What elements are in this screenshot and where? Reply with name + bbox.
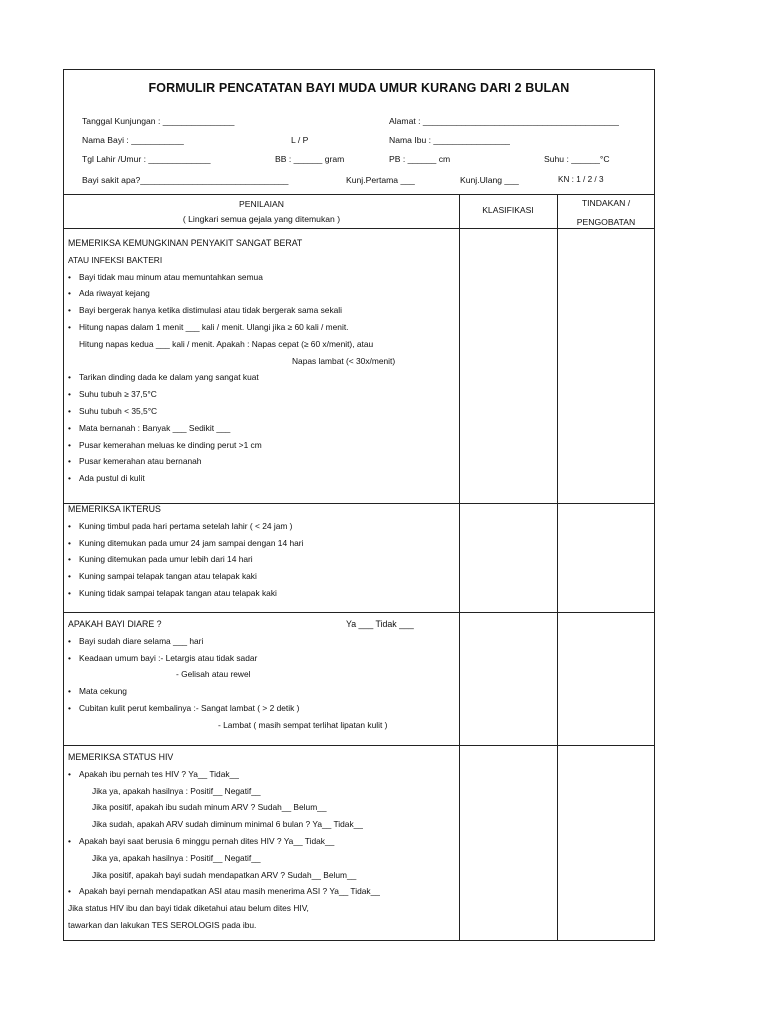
assessment-item[interactable]: • Mata cekung xyxy=(79,686,127,696)
penilaian-sublabel: ( Lingkari semua gejala yang ditemukan ) xyxy=(182,214,341,224)
kn-field[interactable]: KN : 1 / 2 / 3 xyxy=(558,175,604,184)
assessment-item[interactable]: Napas lambat (< 30x/menit) xyxy=(292,355,396,366)
assessment-item[interactable]: - Lambat ( masih sempat terlihat lipatan kulit ) xyxy=(218,719,388,730)
assessment-item[interactable]: • Kuning ditemukan pada umur lebih dari 14 hari xyxy=(79,554,253,564)
form-container xyxy=(63,69,655,941)
assessment-item[interactable]: • Pusar kemerahan meluas ke dinding perut >1 cm xyxy=(79,440,262,450)
column-divider-2 xyxy=(557,194,558,940)
assessment-item[interactable]: • Suhu tubuh ≥ 37,5°C xyxy=(79,389,157,399)
section-title: APAKAH BAYI DIARE ? xyxy=(68,619,162,629)
form-title: FORMULIR PENCATATAN BAYI MUDA UMUR KURANG DARI 2 BULAN xyxy=(148,81,570,95)
assessment-item[interactable]: Jika ya, apakah hasilnya : Positif__ Negatif__ xyxy=(92,852,261,863)
assessment-item[interactable]: • Suhu tubuh < 35,5°C xyxy=(79,406,157,416)
assessment-item[interactable]: • Apakah bayi saat berusia 6 minggu pernah dites HIV ? Ya__ Tidak__ xyxy=(79,836,334,846)
suhu-field[interactable]: Suhu : ______°C xyxy=(544,154,610,164)
assessment-item[interactable]: • Hitung napas dalam 1 menit ___ kali / menit. Ulangi jika ≥ 60 kali / menit. xyxy=(79,322,348,332)
diare-answer-field[interactable]: Ya ___ Tidak ___ xyxy=(346,619,414,629)
klasifikasi-header: KLASIFIKASI xyxy=(482,205,534,215)
nama-ibu-field[interactable]: Nama Ibu : ________________ xyxy=(389,135,510,145)
assessment-item[interactable]: • Ada pustul di kulit xyxy=(79,473,145,483)
column-divider-1 xyxy=(459,194,460,940)
bb-field[interactable]: BB : ______ gram xyxy=(275,154,345,164)
kunj-pertama-field[interactable]: Kunj.Pertama ___ xyxy=(346,175,415,185)
section-title: MEMERIKSA IKTERUS xyxy=(68,504,161,514)
assessment-item[interactable]: Jika ya, apakah hasilnya : Positif__ Negatif__ xyxy=(92,785,261,796)
assessment-item[interactable]: • Tarikan dinding dada ke dalam yang sangat kuat xyxy=(79,372,259,382)
tindakan-label-1: TINDAKAN / xyxy=(581,198,631,208)
assessment-item[interactable]: • Bayi tidak mau minum atau memuntahkan semua xyxy=(79,272,263,282)
assessment-item[interactable]: • Cubitan kulit perut kembalinya :- Sangat lambat ( > 2 detik ) xyxy=(79,703,299,713)
assessment-item[interactable]: Jika sudah, apakah ARV sudah diminum minimal 6 bulan ? Ya__ Tidak__ xyxy=(92,819,363,830)
assessment-item[interactable]: • Apakah ibu pernah tes HIV ? Ya__ Tidak__ xyxy=(79,769,239,779)
bayi-sakit-field[interactable]: Bayi sakit apa?_______________________________ xyxy=(82,175,289,185)
assessment-item[interactable]: Jika positif, apakah ibu sudah minum ARV ? Sudah__ Belum__ xyxy=(92,802,327,813)
assessment-item[interactable]: Jika positif, apakah bayi sudah mendapatkan ARV ? Sudah__ Belum__ xyxy=(92,869,357,880)
section-title: MEMERIKSA STATUS HIV xyxy=(68,752,174,762)
tanggal-kunjungan-field[interactable]: Tanggal Kunjungan : _______________ xyxy=(82,116,235,126)
assessment-item[interactable]: - Gelisah atau rewel xyxy=(176,669,251,680)
assessment-item[interactable]: • Kuning timbul pada hari pertama setelah lahir ( < 24 jam ) xyxy=(79,521,292,531)
assessment-item[interactable]: Hitung napas kedua ___ kali / menit. Apakah : Napas cepat (≥ 60 x/menit), atau xyxy=(79,338,374,349)
assessment-item[interactable]: • Kuning tidak sampai telapak tangan atau telapak kaki xyxy=(79,588,277,598)
nama-bayi-field[interactable]: Nama Bayi : ___________ xyxy=(82,135,184,145)
assessment-item[interactable]: ATAU INFEKSI BAKTERI xyxy=(68,254,163,265)
assessment-item[interactable]: • Keadaan umum bayi :- Letargis atau tidak sadar xyxy=(79,653,257,663)
section-divider-2 xyxy=(64,612,654,613)
alamat-field[interactable]: Alamat : _________________________________________ xyxy=(389,116,619,126)
tgl-lahir-field[interactable]: Tgl Lahir /Umur : _____________ xyxy=(82,154,211,164)
tindakan-header xyxy=(557,194,655,232)
pb-field[interactable]: PB : ______ cm xyxy=(389,154,451,164)
gender-field[interactable]: L / P xyxy=(291,135,309,145)
kunj-ulang-field[interactable]: Kunj.Ulang ___ xyxy=(460,175,519,185)
assessment-item[interactable]: • Mata bernanah : Banyak ___ Sedikit ___ xyxy=(79,423,230,433)
assessment-item[interactable]: tawarkan dan lakukan TES SEROLOGIS pada ibu. xyxy=(68,920,257,930)
assessment-item[interactable]: • Kuning sampai telapak tangan atau telapak kaki xyxy=(79,571,257,581)
assessment-item[interactable]: • Pusar kemerahan atau bernanah xyxy=(79,456,201,466)
section-title: MEMERIKSA KEMUNGKINAN PENYAKIT SANGAT BERAT xyxy=(68,238,303,248)
assessment-item[interactable]: • Ada riwayat kejang xyxy=(79,288,150,298)
assessment-item[interactable]: • Bayi bergerak hanya ketika distimulasi atau tidak bergerak sama sekali xyxy=(79,305,342,315)
section-divider-3 xyxy=(64,745,654,746)
assessment-item[interactable]: • Bayi sudah diare selama ___ hari xyxy=(79,636,203,646)
assessment-item[interactable]: Jika status HIV ibu dan bayi tidak diketahui atau belum dites HIV, xyxy=(68,903,309,914)
penilaian-label: PENILAIAN xyxy=(239,199,284,209)
assessment-item[interactable]: • Apakah bayi pernah mendapatkan ASI atau masih menerima ASI ? Ya__ Tidak__ xyxy=(79,886,380,896)
assessment-item[interactable]: • Kuning ditemukan pada umur 24 jam sampai dengan 14 hari xyxy=(79,538,303,548)
penilaian-header xyxy=(64,197,459,227)
tindakan-label-2: PENGOBATAN xyxy=(576,217,636,227)
